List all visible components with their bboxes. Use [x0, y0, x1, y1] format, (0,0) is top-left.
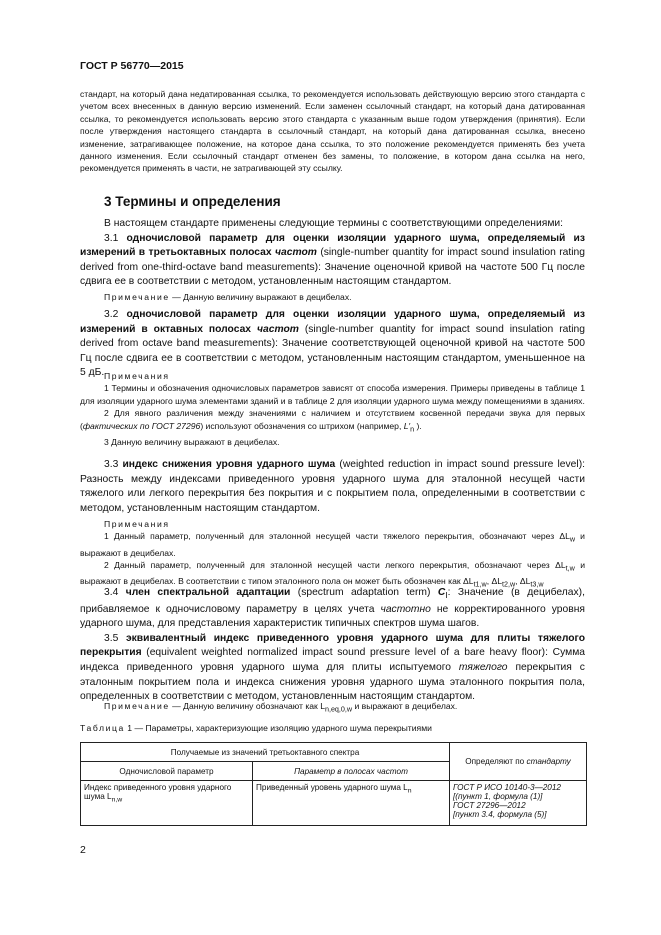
intro-paragraph	[80, 88, 585, 175]
table-cell-index: Индекс приведенного уровня ударного шума $L_{n,w}$	[81, 781, 253, 826]
term-title: индекс снижения уровня ударного шума	[122, 459, 336, 470]
definitions-block	[80, 217, 585, 290]
notes-3-3	[80, 518, 585, 591]
term-title-italic: частот	[275, 247, 317, 259]
note-label: Примечание	[104, 292, 170, 302]
term-title: одночисловой параметр для оценки изоляции ударного шума, определяемый из измерений в третьоктавных полосах	[80, 232, 585, 259]
notes-label: Примечания	[104, 371, 170, 381]
note-text: — Данную величину выражают в децибелах.	[172, 292, 352, 302]
table-cell-level: Приведенный уровень ударного шума $L_n$	[253, 781, 450, 826]
parameters-table	[80, 742, 587, 826]
table-cell-standards: ГОСТ Р ИСО 10140-3—2012 [(пункт 1, формула (1)] ГОСТ 27296—2012 [пункт 3.4, формула (5)]	[450, 781, 587, 826]
notes-3-2	[80, 370, 585, 448]
table-col-single: Одночисловой параметр	[81, 762, 253, 781]
term-definition: (weighted reduction in impact sound pressure level): Разность между индексами приведенного уровня ударного шума для эталонной несущей части тяжелого или легкого перекрытия без покрытия и с покрытием пола, определенными в соответствии с методом, установленным настоящим стандартом.	[80, 459, 585, 514]
document-header: ГОСТ Р 56770—2015	[80, 60, 184, 72]
table-col-band: Параметр в полосах частот	[253, 762, 450, 781]
note-item: 3 Данную величину выражают в децибелах.	[104, 436, 280, 447]
note-3-5: Примечание — Данную величину обозначают как $L_{n,eq,0,w}$ и выражают в децибелах.	[104, 701, 458, 714]
term-definition: (single-number quantity for impact sound insulation rating derived from one-third-octave band measurements): Значение оценочной кривой на частоте 500 Гц после сдвига ее в соответствии с методом, установленным настоящим стандартом.	[80, 247, 585, 288]
note-3-1	[80, 291, 585, 303]
term-3-1	[80, 232, 585, 290]
term-number: 3.3	[104, 459, 119, 470]
definition-3-3	[80, 458, 585, 516]
term-number: 3.1	[104, 232, 119, 244]
term-3-4: 3.4 член спектральной адаптации (spectrum adaptation term) $C_I$: Значение (в децибелах), прибавляемое к одночисловому параметру в целях учета частотно не корректированного уровня ударного шума, для представления характеристик типичных спектров шума шагов.	[80, 587, 585, 630]
page-number: 2	[80, 844, 86, 856]
term-definition: (single-number quantity for impact sound insulation rating derived from octave band measurements): Значение соответствующей оценочной кривой на частоте 500 Гц после сдвига ее в соответствии с методом, установленным настоящим стандартом, уменьшенное на 5 дБ.	[80, 323, 585, 379]
lead-text: В настоящем стандарте применены следующие термины с соответствующими определениями:	[104, 218, 564, 229]
note-item: 2 Данный параметр, полученный для эталонной несущей части легкого перекрытия, обозначают через $\Delta L_{t,w}$ и выражают в децибелах. В соответствии с типом эталонного пола он может быть обозначен как $\Delta L_{t1,w}$, $\Delta L_{t2,w}$, $\Delta L_{t3,w}$	[80, 559, 586, 589]
notes-label: Примечания	[104, 519, 170, 529]
table-head-span: Получаемые из значений третьоктавного спектра	[81, 743, 450, 762]
table-head-standard: Определяют по стандарту	[450, 743, 587, 781]
note-item: 1 Данный параметр, полученный для эталонной несущей части тяжелого перекрытия, обозначают через $\Delta L_w$ и выражают в децибелах.	[80, 531, 585, 558]
term-title-italic: частот	[256, 323, 299, 335]
section-heading: 3 Термины и определения	[104, 194, 281, 209]
intro-text: стандарт, на который дана недатированная ссылка, то рекомендуется использовать действующую версию этого стандарта с учетом всех внесенных в данную версию изменений. Если заменен ссылочный стандарт, на который дана датированная ссылка, то рекомендуется использовать версию этого стандарта с указанным выше годом утверждения (принятия). Если после утверждения настоящего стандарта в ссылочный стандарт, на который дана датированная ссылка, внесено изменение, затрагивающее положение, на которое дана ссылка, то это положение рекомендуется применять без учета данного изменения. Если ссылочный стандарт отменен без замены, то положение, в котором дана ссылка на него, рекомендуется применять в части, не затрагивающей эту ссылку.	[80, 89, 585, 174]
term-3-5: 3.5 эквивалентный индекс приведенного уровня ударного шума для плиты тяжелого перекрытия (equivalent weighted normalized impact sound pressure level of a bare heavy floor): Сумма индекса приведенного уровня ударного шума для плиты испытуемого тяжелого перекрытия с эталонным покрытием пола и индекса снижения уровня ударного шума эталонного покрытия пола, определенных в соответствии с методом, установленным настоящим стандартом.	[80, 632, 585, 703]
note-item: 1 Термины и обозначения одночисловых параметров зависят от способа измерения. Примеры приведены в таблице 1 для изоляции ударного шума элементами зданий и в таблице 2 для изоляции ударного шума между помещениями в зданиях.	[80, 383, 585, 406]
table-caption: Таблица 1 — Параметры, характеризующие изоляцию ударного шума перекрытиями	[80, 723, 432, 733]
note-label: Примечание	[104, 701, 170, 711]
term-title: одночисловой параметр для оценки изоляции ударного шума, определяемый из измерений в октавных полосах	[80, 309, 585, 335]
term-number: 3.2	[104, 309, 119, 320]
definitions-3-4-3-5	[80, 586, 585, 705]
term-3-3	[80, 458, 585, 516]
note-item: 2 Для явного различения между значениями с наличием и отсутствием косвенной передачи звука для первых (фактических по ГОСТ 27296) используют обозначения со штрихом (например, $L'_n$ ).	[80, 408, 585, 434]
